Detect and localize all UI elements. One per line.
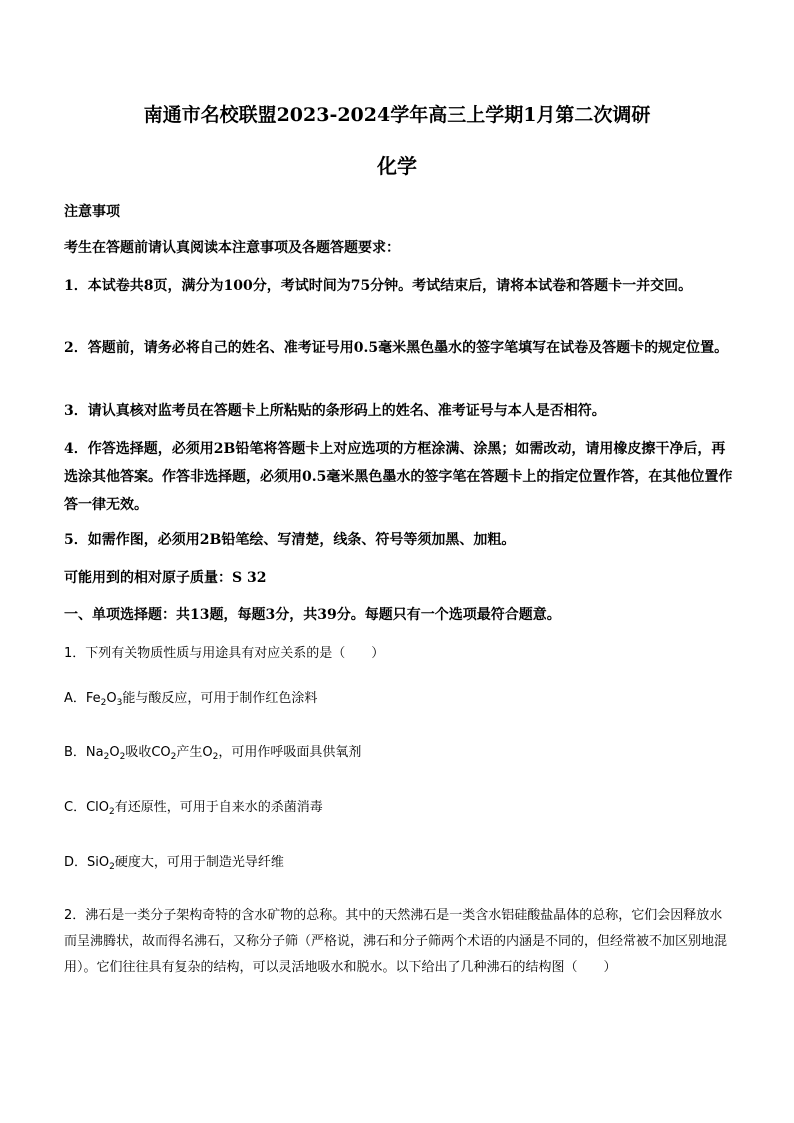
subject-title: 化学	[377, 154, 417, 178]
notice-item-5: 5．如需作图，必须用2B铅笔绘、写清楚，线条、符号等须加黑、加粗。	[64, 532, 516, 548]
notice-intro: 考生在答题前请认真阅读本注意事项及各题答题要求：	[64, 240, 400, 256]
notice-item-2: 2．答题前，请务必将自己的姓名、准考证号用0.5毫米黑色墨水的签字笔填写在试卷及答题卡的规定位置。	[64, 340, 729, 356]
question-1-option-c: C．ClO$_2$有还原性，可用于自来水的杀菌消毒	[64, 800, 323, 817]
question-1-option-b: B．$Na_2O_2$吸收$CO_2$产生$O_2$，可用作呼吸面具供氧剂	[64, 745, 362, 762]
question-2-stem: 2．沸石是一类分子架构奇特的含水矿物的总称。其中的天然沸石是一类含水铝硅酸盐晶体的总称，它们会因释放水而呈沸腾状，故而得名沸石，又称分子筛（严格说，沸石和分子筛两个术语的内涵是不同的，但经常被不加区别地混用）。它们往往具有复杂的结构，可以灵活地吸水和脱水。以下给出了几种沸石的结构图（ ）	[64, 908, 728, 975]
question-1-option-d: D．SiO$_2$硬度大，可用于制造光导纤维	[64, 855, 284, 872]
notice-item-1: 1．本试卷共8页，满分为100分，考试时间为75分钟。考试结束后，请将本试卷和答题卡一并交回。	[64, 278, 693, 294]
section-heading: 一、单项选择题：共13题，每题3分，共39分。每题只有一个选项最符合题意。	[64, 607, 561, 623]
notice-item-4: 4．作答选择题，必须用2B铅笔将答题卡上对应选项的方框涂满、涂黑；如需改动，请用橡皮擦干净后，再选涂其他答案。作答非选择题，必须用0.5毫米黑色墨水的签字笔在答题卡上的指定位置作答，在其他位置作答一律无效。	[64, 441, 733, 513]
question-1-option-a: A．$Fe_2O_3$能与酸反应，可用于制作红色涂料	[64, 691, 318, 708]
question-1-stem: 1．下列有关物质性质与用途具有对应关系的是（ ）	[64, 646, 385, 661]
exam-title: 南通市名校联盟2023-2024学年高三上学期1月第二次调研	[143, 104, 651, 126]
notice-item-3: 3．请认真核对监考员在答题卡上所粘贴的条形码上的姓名、准考证号与本人是否相符。	[64, 403, 606, 419]
notice-heading: 注意事项	[64, 204, 120, 220]
atomic-mass-line: 可能用到的相对原子质量：S 32	[64, 570, 267, 586]
